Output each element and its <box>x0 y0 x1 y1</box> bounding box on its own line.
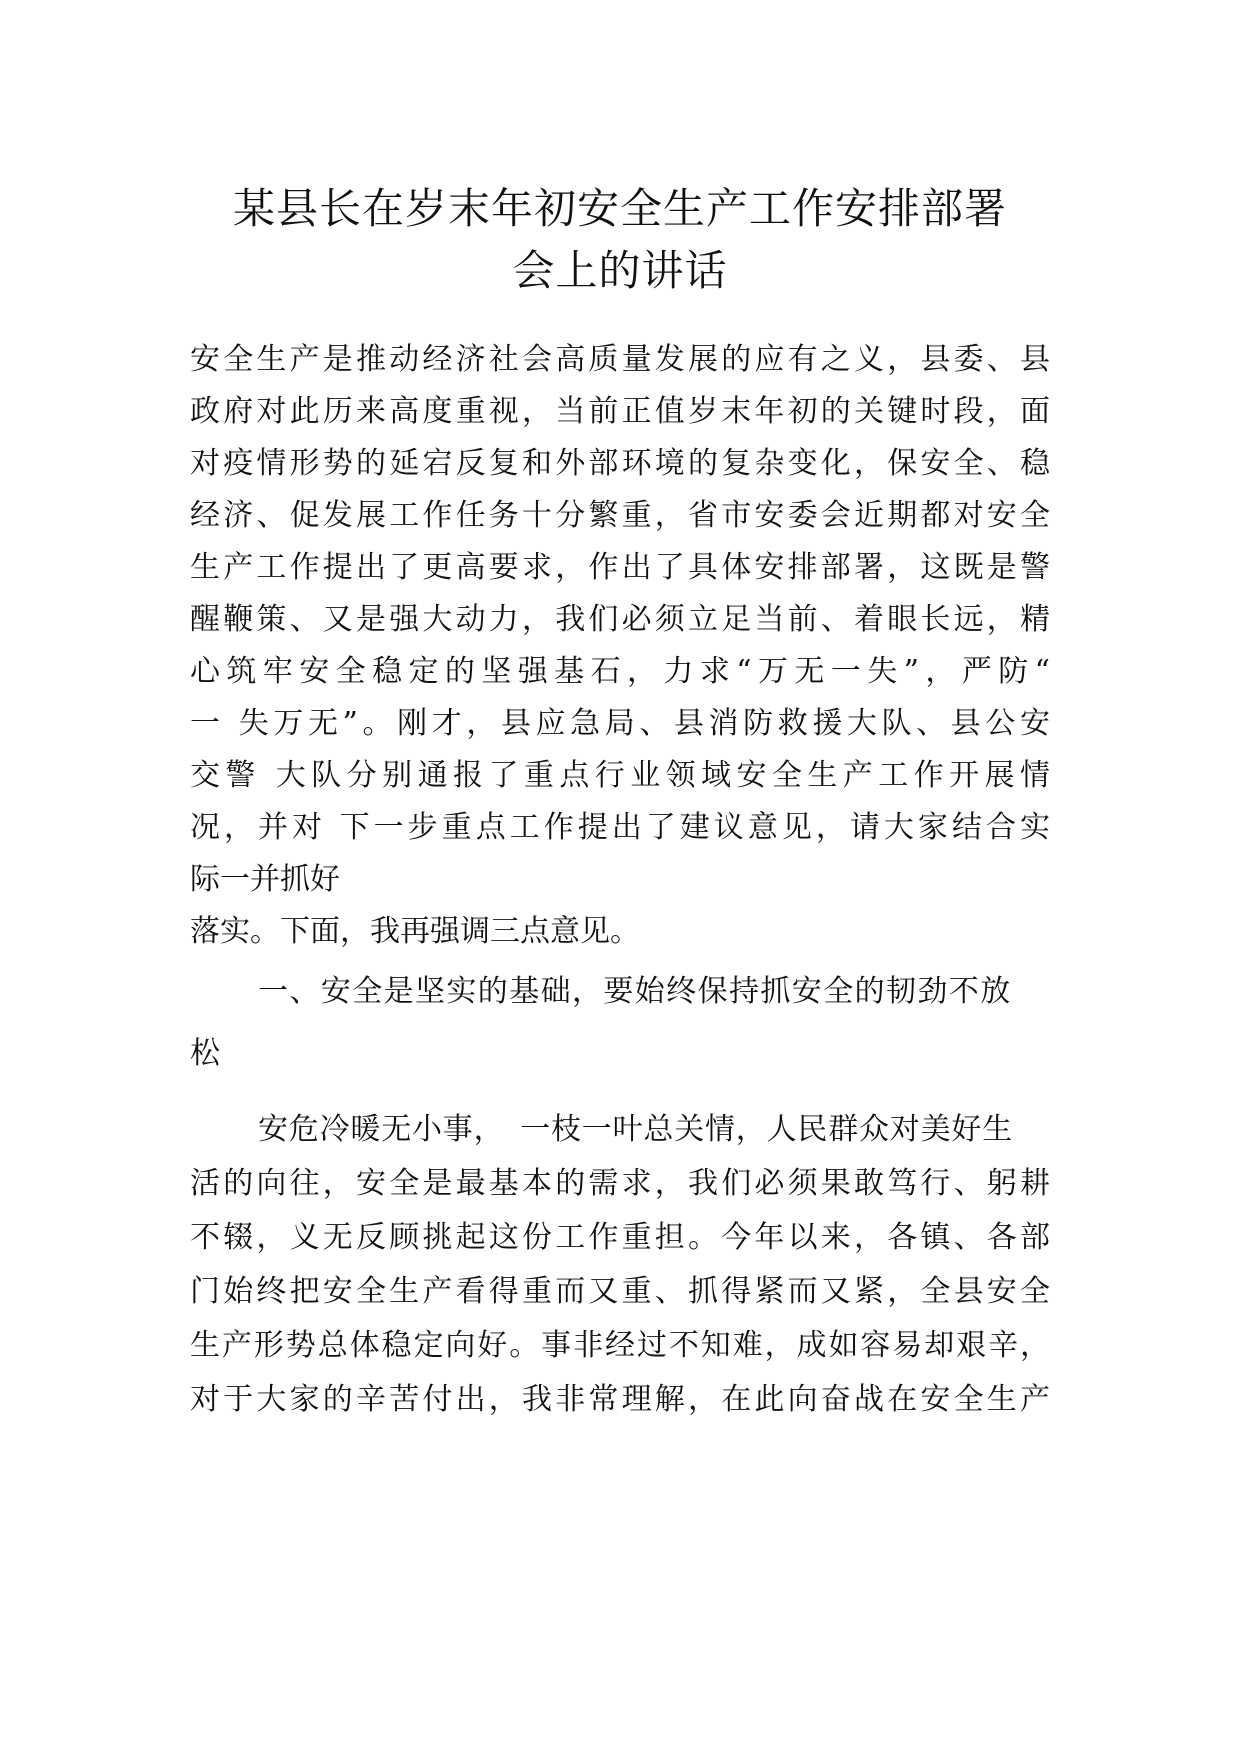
document-title <box>150 178 1090 302</box>
section1-body-line-3: 不辍，义无反顾挑起这份工作重担。今年以来，各镇、各部 <box>190 1220 1050 1255</box>
section1-heading-line-1: 一、安全是坚实的基础，要始终保持抓安全的韧劲不放 <box>258 974 1012 1009</box>
intro-line-1: 安全生产是推动经济社会高质量发展的应有之义，县委、县 <box>190 342 1050 377</box>
intro-line-5: 生产工作提出了更高要求，作出了具体安排部署，这既是警 <box>190 550 1050 585</box>
intro-line-11: 际一并抓好 <box>190 862 340 897</box>
section1-heading-line-2: 松 <box>190 1036 220 1071</box>
intro-line-9: 交警 大队分别通报了重点行业领域安全生产工作开展情 <box>190 758 1050 793</box>
intro-line-3: 对疫情形势的延宕反复和外部环境的复杂变化，保安全、稳 <box>190 446 1050 481</box>
title-line-2: 会上的讲话 <box>512 246 728 295</box>
section1-body-line-2: 活的向往，安全是最基本的需求，我们必须果敢笃行、躬耕 <box>190 1166 1050 1201</box>
intro-line-8: 一 失万无”。刚才，县应急局、县消防救援大队、县公安 <box>190 706 1050 741</box>
intro-line-4: 经济、促发展工作任务十分繁重，省市安委会近期都对安全 <box>190 498 1050 533</box>
intro-line-2: 政府对此历来高度重视，当前正值岁末年初的关键时段，面 <box>190 394 1050 429</box>
section1-body-line-4: 门始终把安全生产看得重而又重、抓得紧而又紧，全县安全 <box>190 1274 1050 1309</box>
intro-line-12: 落实。下面，我再强调三点意见。 <box>190 914 640 949</box>
intro-line-7: 心筑牢安全稳定的坚强基石，力求“万无一失”，严防“ <box>190 654 1050 689</box>
intro-line-10: 况，并对 下一步重点工作提出了建议意见，请大家结合实 <box>190 810 1050 845</box>
section1-body-line-1: 安危冷暖无小事， 一枝一叶总关情，人民群众对美好生 <box>258 1112 1013 1147</box>
title-line-1: 某县长在岁末年初安全生产工作安排部署 <box>232 184 1007 233</box>
section1-body-line-6: 对于大家的辛苦付出，我非常理解，在此向奋战在安全生产 <box>190 1382 1050 1417</box>
section1-body-line-5: 生产形势总体稳定向好。事非经过不知难，成如容易却艰辛， <box>190 1328 1050 1363</box>
intro-line-6: 醒鞭策、又是强大动力，我们必须立足当前、着眼长远，精 <box>190 602 1050 637</box>
